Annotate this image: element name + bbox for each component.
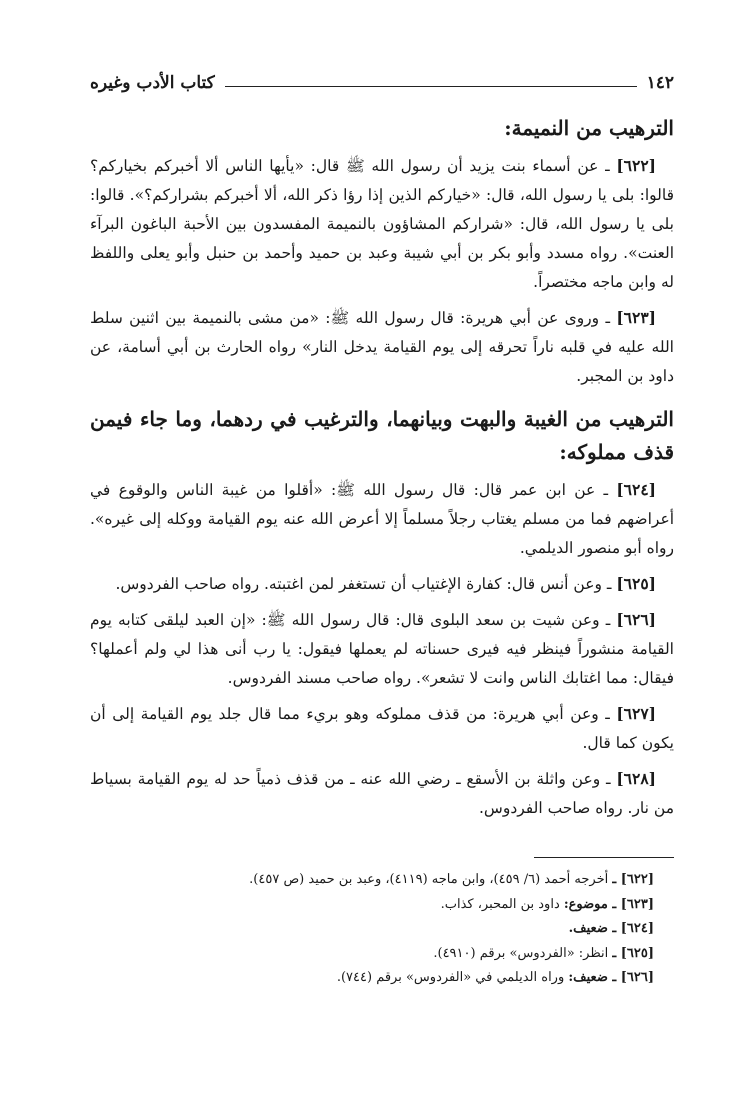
footnotes	[90, 868, 674, 991]
entry-number: [٦٢٨]	[616, 769, 656, 788]
hadith-entry-625	[90, 569, 674, 599]
hadith-entry-622	[90, 151, 674, 297]
running-head	[90, 66, 674, 100]
footnote-divider	[534, 857, 674, 858]
footnote-label: ـ موضوع:	[563, 896, 621, 912]
footnote-622	[90, 868, 674, 893]
entry-number: [٦٢٣]	[616, 308, 656, 327]
footnote-text: وراه الديلمي في «الفردوس» برقم (٧٤٤).	[336, 970, 569, 985]
page-number: ١٤٢	[646, 73, 674, 93]
footnote-number: [٦٢٢]	[620, 872, 654, 887]
chapter-title: كتاب الأدب وغيره	[90, 73, 215, 93]
entry-number: [٦٢٧]	[616, 704, 656, 723]
hadith-entry-623	[90, 303, 674, 391]
footnote-text: أخرجه أحمد (٦/ ٤٥٩)، وابن ماجه (٤١١٩)، وعبد بن حميد (ص ٤٥٧).	[249, 872, 613, 887]
entry-number: [٦٢٢]	[616, 156, 656, 175]
footnote-625	[90, 942, 674, 967]
entry-text: ـ وعن شيت بن سعد البلوى قال: قال رسول الله ﷺ: «إن العبد ليلقى كتابه يوم القيامة منشوراً فينظر فيه فيرى حسناته لم يعملها فيقول: يا رب أنى هذا لي ولم أعملها؟ فيقال: مما اغتابك الناس وانت لا تشعر». رواه صاحب مسند الفردوس.	[90, 611, 674, 687]
entry-text: ـ وعن أنس قال: كفارة الإغتياب أن تستغفر لمن اغتبته. رواه صاحب الفردوس.	[115, 575, 617, 593]
footnote-number: [٦٢٣]	[620, 896, 654, 912]
entry-number: [٦٢٥]	[616, 574, 656, 593]
footnote-626	[90, 966, 674, 991]
entry-text: ـ وروى عن أبي هريرة: قال رسول الله ﷺ: «من مشى بالنميمة بين اثنين سلط الله عليه في قلبه ناراً تحرقه إلى يوم القيامة يدخل النار» رواه الحارث بن أبي أسامة، عن داود بن المجبر.	[90, 309, 674, 385]
footnote-label: ـ	[612, 945, 621, 961]
footnote-623	[90, 893, 674, 918]
entry-number: [٦٢٦]	[616, 610, 656, 629]
entry-text: ـ عن ابن عمر قال: قال رسول الله ﷺ: «أقلوا من غيبة الناس والوقوع في أعراضهم فما من مسلم يغتاب رجلاً مسلماً إلا أعرض الله عنه يوم القيامة ووكله إلى غيره». رواه أبو منصور الديلمي.	[90, 481, 674, 557]
header-rule	[225, 86, 637, 87]
footnote-number: [٦٢٦]	[620, 970, 654, 985]
footnote-label: ـ ضعيف:	[568, 970, 621, 985]
footnote-text: داود بن المحبر، كذاب.	[440, 896, 564, 912]
entry-number: [٦٢٤]	[616, 480, 656, 499]
footnote-text: انظر: «الفردوس» برقم (٤٩١٠).	[433, 945, 613, 961]
hadith-entry-624	[90, 475, 674, 563]
hadith-entry-628	[90, 764, 674, 823]
section-heading-ghiba: الترهيب من الغيبة والبهت وبيانهما، والترغيب في ردهما، وما جاء فيمن قذف مملوكه:	[90, 407, 674, 464]
entry-text: ـ عن أسماء بنت يزيد أن رسول الله ﷺ قال: «يأيها الناس ألا أخبركم بخياركم؟ قالوا: بلى يا رسول الله، قال: «خياركم الذين إذا رؤا ذكر الله، ألا أخبركم بشراركم؟». قالوا: بلى يا رسول الله، قال: «شراركم المشاؤون بالنميمة المفسدون بين الأحبة الباغون البرآء العنت». رواه مسدد وأبو بكر بن أبي شيبة وعبد بن حميد وأحمد بن حنبل وأبو يعلى واللفظ له وابن ماجه مختصراً.	[90, 157, 674, 291]
entry-text: ـ وعن واثلة بن الأسقع ـ رضي الله عنه ـ من قذف ذمياً حد له يوم القيامة بسياط من نار. رواه صاحب الفردوس.	[90, 770, 674, 817]
hadith-entry-626	[90, 605, 674, 693]
footnote-number: [٦٢٥]	[620, 945, 654, 961]
hadith-entry-627	[90, 699, 674, 758]
entry-text: ـ وعن أبي هريرة: من قذف مملوكه وهو بريء مما قال جلد يوم القيامة إلى أن يكون كما قال.	[90, 705, 674, 752]
footnote-number: [٦٢٤]	[620, 921, 654, 936]
footnote-label: ـ ضعيف.	[568, 921, 621, 936]
footnote-label: ـ	[612, 872, 621, 887]
footnote-624	[90, 917, 674, 942]
section-heading-namima: الترهيب من النميمة:	[504, 116, 674, 140]
